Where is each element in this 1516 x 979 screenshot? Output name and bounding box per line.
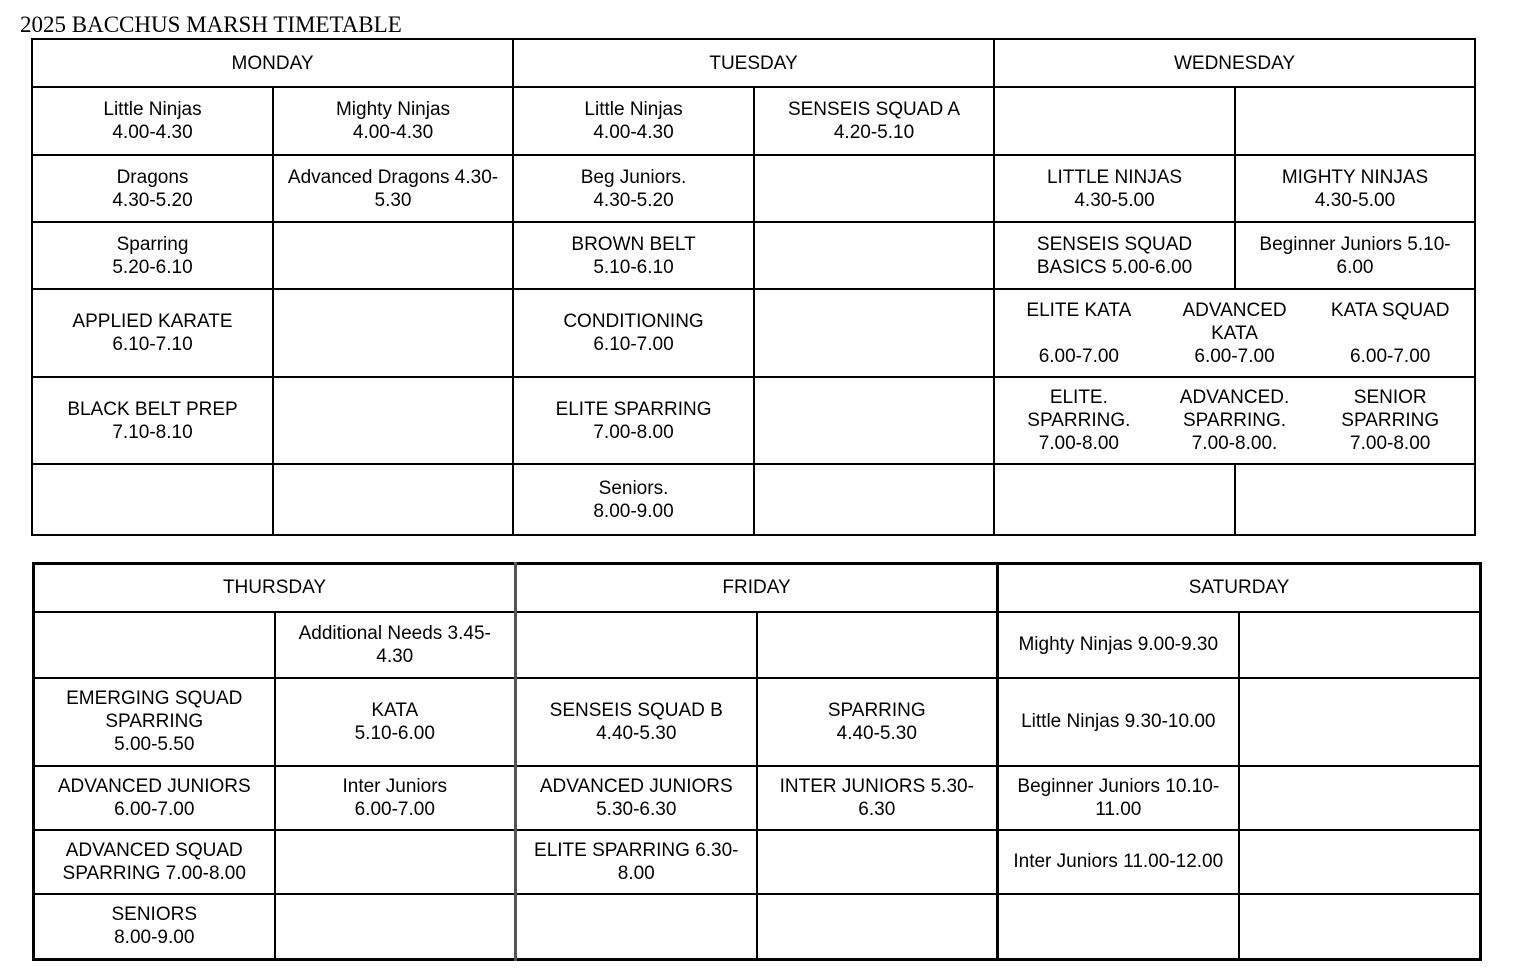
class-cell: EMERGING SQUAD SPARRING 5.00-5.50 <box>34 678 275 766</box>
class-cell: INTER JUNIORS 5.30- 6.30 <box>757 766 998 830</box>
day-header-saturday: SATURDAY <box>998 564 1481 612</box>
class-cell: Additional Needs 3.45- 4.30 <box>275 612 516 678</box>
class-cell <box>1235 464 1475 535</box>
class-senior-sparring: SENIOR SPARRING 7.00-8.00 <box>1341 387 1440 454</box>
class-cell <box>754 464 994 535</box>
class-cell: APPLIED KARATE 6.10-7.10 <box>32 289 273 377</box>
class-cell <box>273 222 513 289</box>
day-header-friday: FRIDAY <box>516 564 998 612</box>
class-cell <box>273 289 513 377</box>
class-cell: BLACK BELT PREP 7.10-8.10 <box>32 377 273 464</box>
class-cell <box>757 894 998 960</box>
class-cell <box>1235 87 1475 155</box>
class-advanced-kata: ADVANCED KATA 6.00-7.00 <box>1182 299 1287 367</box>
class-cell <box>998 894 1239 960</box>
class-cell: SENSEIS SQUAD B 4.40-5.30 <box>516 678 757 766</box>
class-cell: Little Ninjas 4.00-4.30 <box>513 87 754 155</box>
class-cell: ELITE SPARRING 6.30- 8.00 <box>516 830 757 894</box>
class-cell <box>273 377 513 464</box>
class-cell: Advanced Dragons 4.30- 5.30 <box>273 155 513 222</box>
class-cell: Inter Juniors 11.00-12.00 <box>998 830 1239 894</box>
class-cell: Dragons 4.30-5.20 <box>32 155 273 222</box>
class-cell: ADVANCED JUNIORS 6.00-7.00 <box>34 766 275 830</box>
timetable-mon-wed <box>31 38 1476 536</box>
class-cell <box>757 612 998 678</box>
class-cell <box>273 464 513 535</box>
class-cell <box>994 464 1235 535</box>
class-cell <box>275 894 516 960</box>
class-cell: SENIORS 8.00-9.00 <box>34 894 275 960</box>
class-cell <box>32 464 273 535</box>
class-cell <box>1239 612 1481 678</box>
day-header-wednesday: WEDNESDAY <box>994 39 1475 87</box>
page-title: 2025 BACCHUS MARSH TIMETABLE <box>20 12 402 37</box>
class-elite-sparring: ELITE. SPARRING. 7.00-8.00 <box>1027 387 1131 454</box>
class-cell: Mighty Ninjas 4.00-4.30 <box>273 87 513 155</box>
class-cell: Seniors. 8.00-9.00 <box>513 464 754 535</box>
class-cell <box>516 894 757 960</box>
day-header-monday: MONDAY <box>32 39 513 87</box>
class-cell: ADVANCED SQUAD SPARRING 7.00-8.00 <box>34 830 275 894</box>
class-cell: SENSEIS SQUAD A 4.20-5.10 <box>754 87 994 155</box>
class-cell <box>754 289 994 377</box>
class-cell: ADVANCED JUNIORS 5.30-6.30 <box>516 766 757 830</box>
class-cell <box>34 612 275 678</box>
class-cell: Sparring 5.20-6.10 <box>32 222 273 289</box>
class-cell <box>994 87 1235 155</box>
class-cell: Beginner Juniors 5.10- 6.00 <box>1235 222 1475 289</box>
class-elite-kata: ELITE KATA 6.00-7.00 <box>1026 299 1132 367</box>
class-cell: Little Ninjas 9.30-10.00 <box>998 678 1239 766</box>
class-cell: BROWN BELT 5.10-6.10 <box>513 222 754 289</box>
class-cell: SPARRING 4.40-5.30 <box>757 678 998 766</box>
class-cell: Little Ninjas 4.00-4.30 <box>32 87 273 155</box>
class-cell: SENSEIS SQUAD BASICS 5.00-6.00 <box>994 222 1235 289</box>
class-cell <box>1239 678 1481 766</box>
day-header-tuesday: TUESDAY <box>513 39 994 87</box>
class-cell: Inter Juniors 6.00-7.00 <box>275 766 516 830</box>
class-cell <box>1239 894 1481 960</box>
class-cell: ELITE SPARRING 7.00-8.00 <box>513 377 754 464</box>
class-cell-wednesday-sparring <box>994 377 1475 464</box>
class-cell <box>1239 830 1481 894</box>
class-cell <box>275 830 516 894</box>
class-cell: Mighty Ninjas 9.00-9.30 <box>998 612 1239 678</box>
class-cell: CONDITIONING 6.10-7.00 <box>513 289 754 377</box>
class-cell <box>757 830 998 894</box>
class-cell: Beg Juniors. 4.30-5.20 <box>513 155 754 222</box>
class-cell <box>516 612 757 678</box>
class-advanced-sparring: ADVANCED. SPARRING. 7.00-8.00. <box>1179 387 1290 454</box>
class-cell-wednesday-kata <box>994 289 1475 377</box>
day-header-thursday: THURSDAY <box>34 564 516 612</box>
class-cell <box>754 222 994 289</box>
class-cell: Beginner Juniors 10.10- 11.00 <box>998 766 1239 830</box>
timetable-thu-sat <box>32 562 1482 961</box>
class-kata-squad: KATA SQUAD 6.00-7.00 <box>1330 299 1450 367</box>
class-cell <box>754 377 994 464</box>
class-cell: LITTLE NINJAS 4.30-5.00 <box>994 155 1235 222</box>
class-cell <box>1239 766 1481 830</box>
class-cell <box>754 155 994 222</box>
class-cell: MIGHTY NINJAS 4.30-5.00 <box>1235 155 1475 222</box>
class-cell: KATA 5.10-6.00 <box>275 678 516 766</box>
